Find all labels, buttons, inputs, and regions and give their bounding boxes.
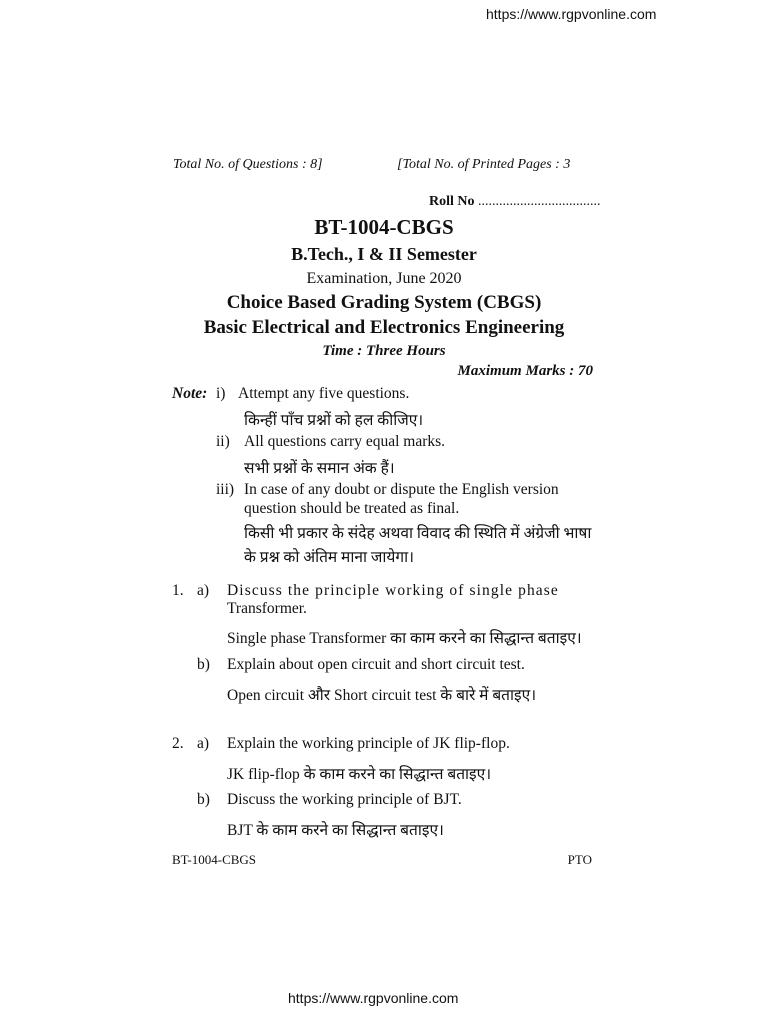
system-title: Choice Based Grading System (CBGS) — [226, 292, 542, 313]
note-num-1: i) — [216, 385, 226, 402]
question-1b-en: Explain about open circuit and short circuit test. — [227, 656, 525, 673]
question-2a-hi: JK flip-flop के काम करने का सिद्धान्त बताइए। — [227, 766, 492, 783]
roll-no-dots: ................................... — [478, 194, 601, 209]
note-num-3: iii) — [216, 481, 235, 498]
question-2b-en: Discuss the working principle of BJT. — [227, 791, 462, 808]
note-en-3a: In case of any doubt or dispute the English version — [244, 481, 559, 498]
note-en-3b: question should be treated as final. — [244, 500, 460, 517]
note-en-1: Attempt any five questions. — [238, 385, 410, 402]
total-pages: [Total No. of Printed Pages : 3 — [397, 157, 571, 172]
question-2b-label: b) — [197, 791, 210, 808]
note-label: Note: — [172, 385, 208, 402]
question-2b-hi: BJT के काम करने का सिद्धान्त बताइए। — [227, 822, 444, 839]
paper-code: BT-1004-CBGS — [314, 215, 454, 239]
question-1a-en-line1: Discuss the principle working of single phase — [227, 582, 559, 599]
time-allowed: Time : Three Hours — [322, 343, 446, 359]
question-1-number: 1. — [172, 582, 184, 599]
footer-pto: PTO — [567, 852, 592, 867]
note-en-2: All questions carry equal marks. — [244, 433, 446, 450]
note-hi-3a: किसी भी प्रकार के संदेह अथवा विवाद की स्थिति में अंग्रेजी भाषा — [244, 525, 592, 542]
note-hi-2: सभी प्रश्नों के समान अंक हैं। — [244, 460, 395, 477]
question-1b-label: b) — [197, 656, 210, 673]
roll-no — [429, 194, 601, 210]
question-1b-hi: Open circuit और Short circuit test के बारे में बताइए। — [227, 687, 537, 704]
exam-title: Examination, June 2020 — [306, 270, 462, 287]
course-title: B.Tech., I & II Semester — [291, 244, 477, 264]
watermark-url-top: https://www.rgpvonline.com — [486, 6, 657, 22]
max-marks: Maximum Marks : 70 — [457, 363, 593, 379]
note-num-2: ii) — [216, 433, 230, 450]
note-hi-3b: के प्रश्न को अंतिम माना जायेगा। — [244, 549, 414, 566]
roll-no-label: Roll No — [429, 194, 475, 209]
watermark-url-bottom: https://www.rgpvonline.com — [288, 990, 459, 1006]
footer-code: BT-1004-CBGS — [172, 852, 257, 867]
question-2a-en: Explain the working principle of JK flip-flop. — [227, 735, 510, 752]
question-1a-en-line2: Transformer. — [227, 600, 307, 617]
question-1a-label: a) — [197, 582, 210, 599]
question-1a-hi: Single phase Transformer का काम करने का सिद्धान्त बताइए। — [227, 630, 582, 647]
question-2a-label: a) — [197, 735, 210, 752]
question-2-number: 2. — [172, 735, 184, 752]
note-hi-1: किन्हीं पाँच प्रश्नों को हल कीजिए। — [244, 412, 424, 429]
subject-title: Basic Electrical and Electronics Engineering — [203, 317, 565, 338]
total-questions: Total No. of Questions : 8] — [173, 157, 323, 172]
